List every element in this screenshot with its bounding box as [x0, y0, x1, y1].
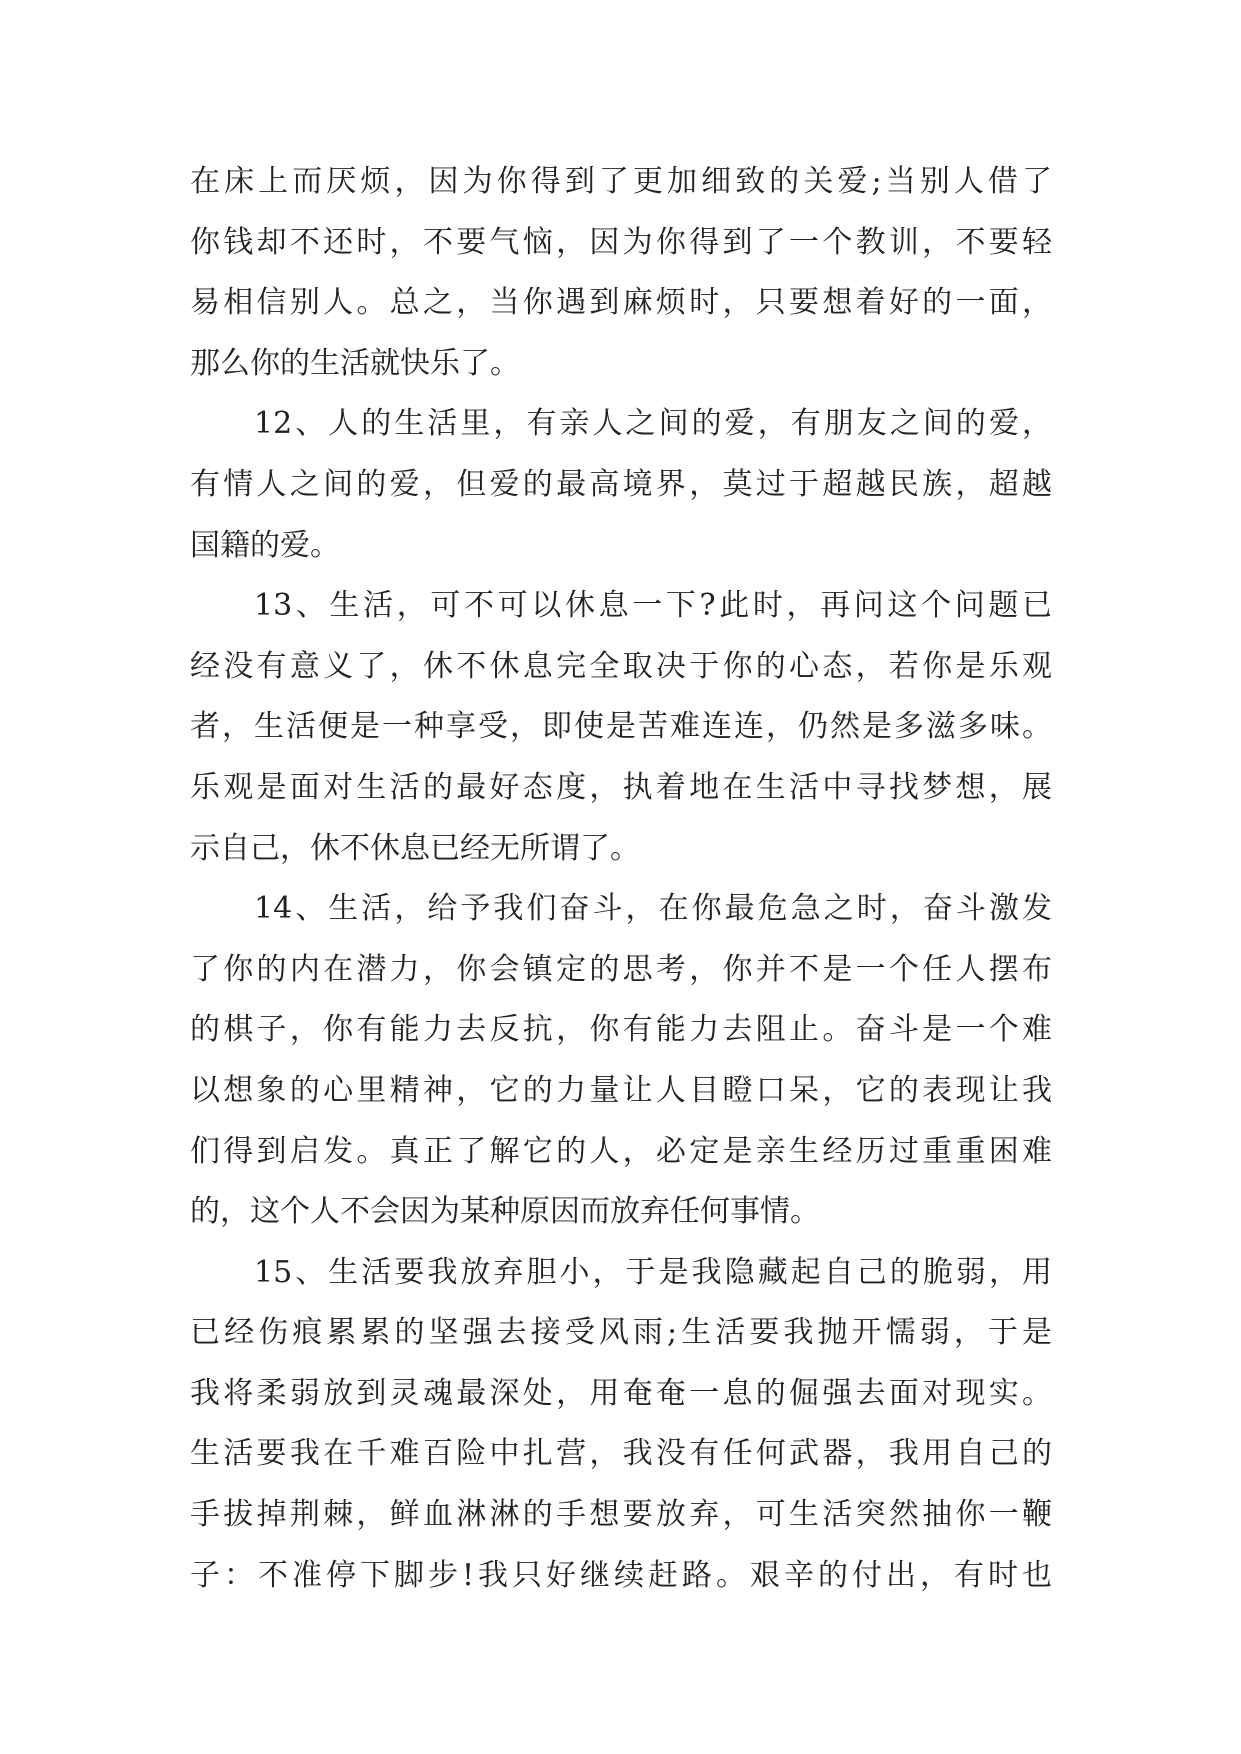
text-line: 已经伤痕累累的坚强去接受风雨;生活要我抛开懦弱，于是 [190, 1315, 1052, 1351]
text-line: 有情人之间的爱，但爱的最高境界，莫过于超越民族，超越 [190, 466, 1052, 502]
text-line: 的，这个人不会因为某种原因而放弃任何事情。 [190, 1194, 820, 1230]
text-line: 那么你的生活就快乐了。 [190, 345, 520, 381]
text-line: 者，生活便是一种享受，即使是苦难连连，仍然是多滋多味。 [190, 709, 1052, 745]
text-line: 12、人的生活里，有亲人之间的爱，有朋友之间的爱， [254, 406, 1052, 442]
text-line: 13、生活，可不可以休息一下?此时，再问这个问题已 [254, 588, 1052, 624]
paragraph-13 [190, 576, 1052, 879]
text-line: 在床上而厌烦，因为你得到了更加细致的关爱;当别人借了 [190, 164, 1052, 199]
text-line: 的棋子，你有能力去反抗，你有能力去阻止。奋斗是一个难 [190, 1012, 1052, 1048]
text-line: 了你的内在潜力，你会镇定的思考，你并不是一个任人摆布 [190, 951, 1052, 987]
paragraph-continuation [190, 152, 1052, 394]
text-line: 子：不准停下脚步!我只好继续赶路。艰辛的付出，有时也 [190, 1557, 1052, 1593]
text-line: 经没有意义了，休不休息完全取决于你的心态，若你是乐观 [190, 648, 1052, 684]
paragraph-14 [190, 879, 1052, 1243]
text-line: 国籍的爱。 [190, 527, 340, 563]
text-line: 以想象的心里精神，它的力量让人目瞪口呆，它的表现让我 [190, 1072, 1052, 1108]
text-line: 乐观是面对生活的最好态度，执着地在生活中寻找梦想，展 [190, 769, 1052, 805]
text-line: 14、生活，给予我们奋斗，在你最危急之时，奋斗激发 [254, 891, 1052, 927]
text-line: 示自己，休不休息已经无所谓了。 [190, 830, 640, 866]
text-line: 易相信别人。总之，当你遇到麻烦时，只要想着好的一面， [190, 285, 1052, 321]
document-body [190, 152, 1052, 1606]
text-line: 手拔掉荆棘，鲜血淋淋的手想要放弃，可生活突然抽你一鞭 [190, 1497, 1052, 1533]
text-line: 15、生活要我放弃胆小，于是我隐藏起自己的脆弱，用 [254, 1254, 1052, 1290]
paragraph-12 [190, 394, 1052, 576]
text-line: 们得到启发。真正了解它的人，必定是亲生经历过重重困难 [190, 1133, 1052, 1169]
text-line: 你钱却不还时，不要气恼，因为你得到了一个教训，不要轻 [190, 224, 1052, 260]
text-line: 我将柔弱放到灵魂最深处，用奄奄一息的倔强去面对现实。 [190, 1375, 1052, 1411]
paragraph-15 [190, 1243, 1052, 1607]
text-line: 生活要我在千难百险中扎营，我没有任何武器，我用自己的 [190, 1436, 1052, 1472]
